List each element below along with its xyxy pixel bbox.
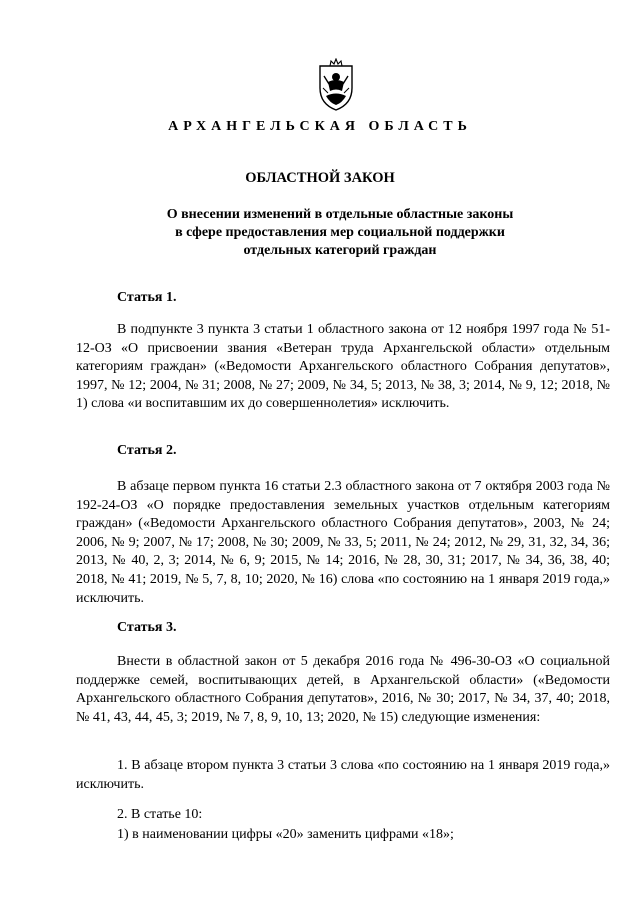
article-3-text: Внести в областной закон от 5 декабря 2016 года № 496-30-ОЗ «О социальной поддержке семей, воспитывающих детей, в Архангельской области» («Ведомости Архангельского областного Собрания депутатов», 2016, № 30; 2017, № 34, 37, 40; 2018, № 41, 43, 44, 45, 3; 2019, № 7, 8, 9, 10, 13; 2020, № 15) следующие изменения: xyxy=(76,654,610,725)
law-title-line: О внесении изменений в отдельные областные законы xyxy=(166,207,514,222)
law-title-line: отдельных категорий граждан xyxy=(243,243,437,258)
law-title-line: в сфере предоставления мер социальной поддержки xyxy=(175,225,505,240)
article-2-text: В абзаце первом пункта 16 статьи 2.3 областного закона от 7 октября 2003 года № 192-24-ОЗ «О порядке предоставления земельных участков отдельным категориям граждан» («Ведомости Архангельского областного Собрания депутатов», 2003, № 24; 2006, № 9; 2007, № 17; 2008, № 30; 2009, № 33, 5; 2011, № 24; 2012, № 29, 31, 32, 34, 36; 2013, № 40, 2, 3; 2014, № 6, 9; 2015, № 14; 2016, № 28, 30, 31; 2017, № 34, 36, 38, 40; 2018, № 41; 2019, № 5, 7, 8, 10; 2020, № 16) слова «по состоянию на 1 января 2019 года,» исключить. xyxy=(76,479,610,606)
article-3-heading: Статья 3. xyxy=(117,620,177,635)
article-3-item-1: 1. В абзаце втором пункта 3 статьи 3 слова «по состоянию на 1 января 2019 года,» исключить. xyxy=(76,758,610,792)
article-1-heading: Статья 1. xyxy=(117,290,177,305)
article-3-item-2: 2. В статье 10: xyxy=(117,807,203,822)
law-type: ОБЛАСТНОЙ ЗАКОН xyxy=(245,170,395,186)
region-name: АРХАНГЕЛЬСКАЯ ОБЛАСТЬ xyxy=(168,119,472,134)
article-2-heading: Статья 2. xyxy=(117,443,177,458)
article-1-text: В подпункте 3 пункта 3 статьи 1 областного закона от 12 ноября 1997 года № 51-12-ОЗ «О присвоении звания «Ветеран труда Архангельской области» отдельным категориям граждан» («Ведомости Архангельского областного Собрания депутатов», 1997, № 12; 2004, № 31; 2008, № 27; 2009, № 34, 5; 2013, № 38, 3; 2014, № 9, 12; 2018, № 1) слова «и воспитавшим их до совершеннолетия» исключить. xyxy=(76,322,610,412)
law-title xyxy=(100,206,580,260)
article-3-item-3: 1) в наименовании цифры «20» заменить цифрами «18»; xyxy=(117,827,454,842)
coat-of-arms-icon xyxy=(314,58,358,112)
